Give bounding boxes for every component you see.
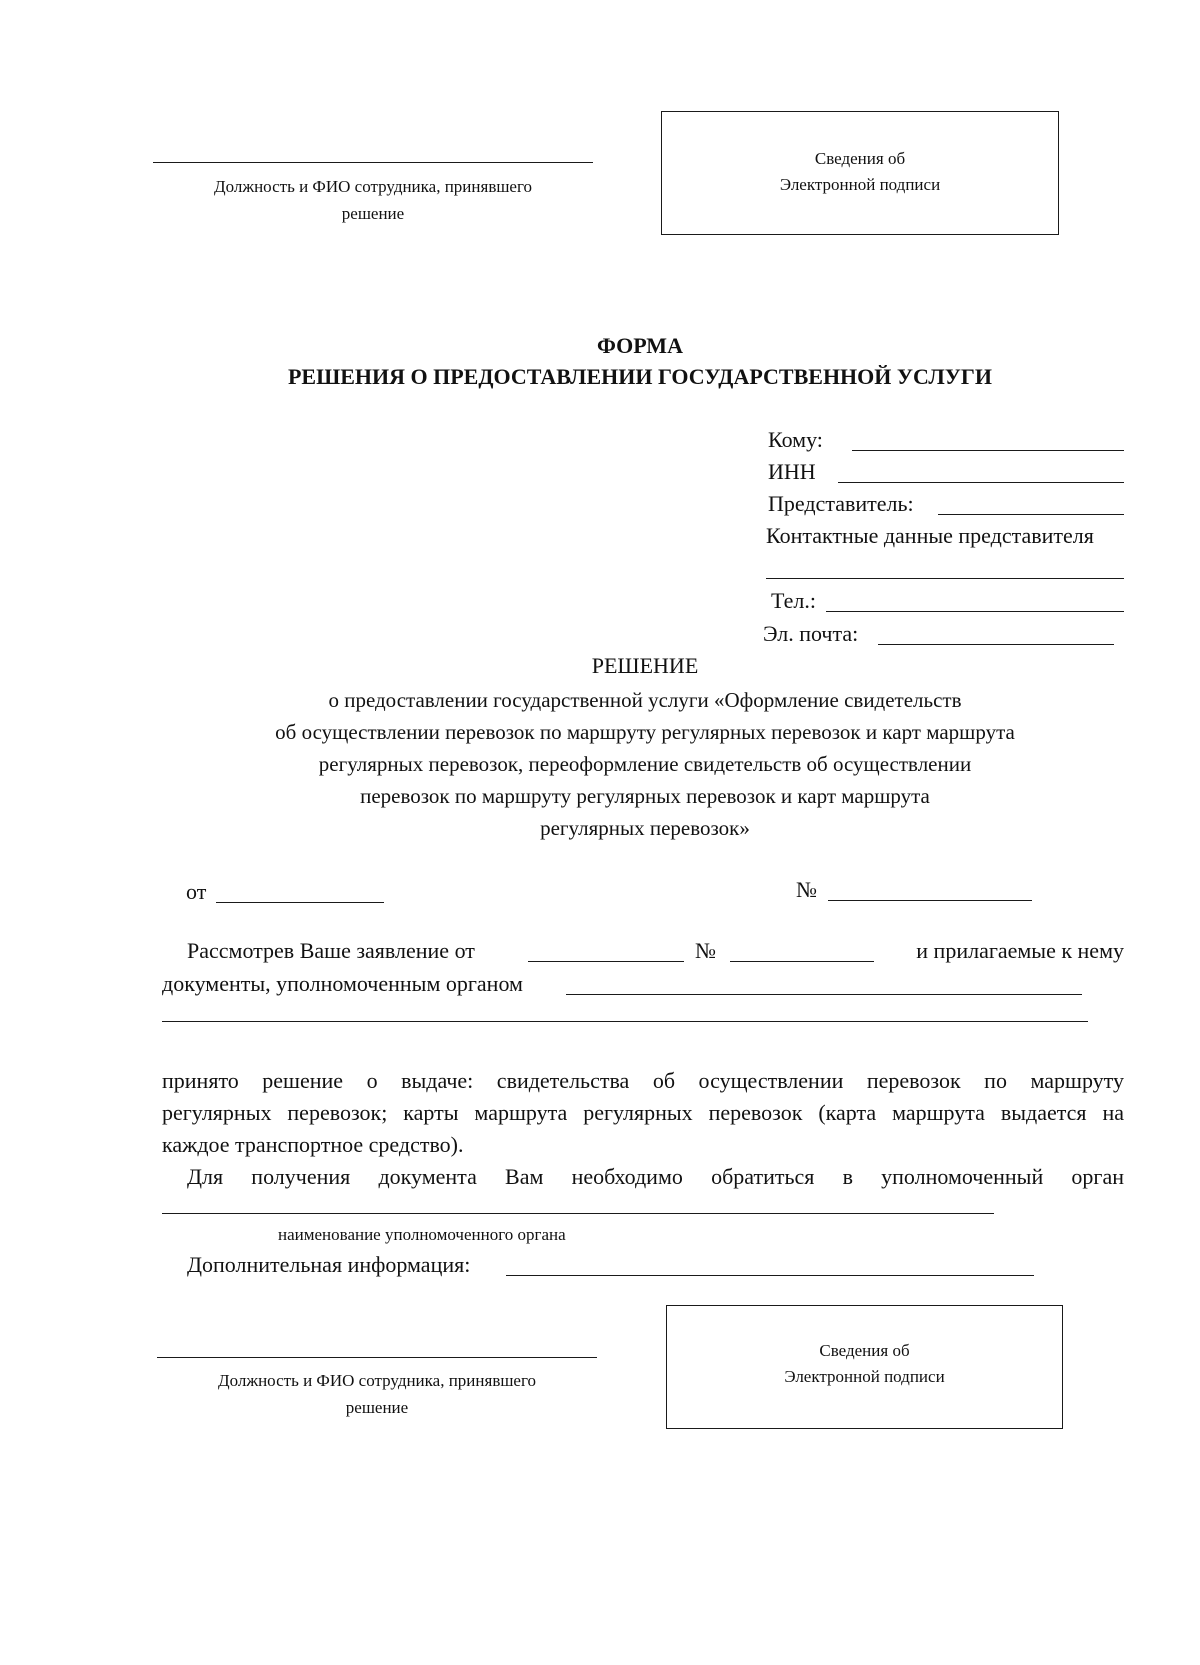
- authorized-body-field[interactable]: [566, 994, 1082, 995]
- esignature-box-bottom: [666, 1305, 1063, 1429]
- decision-subject-line: перевозок по маршруту регулярных перевозок и карт маршрута: [360, 784, 930, 808]
- email-label: Эл. почта:: [763, 621, 859, 646]
- email-field[interactable]: [878, 644, 1114, 645]
- decision-subject-line: об осуществлении перевозок по маршруту регулярных перевозок и карт маршрута: [275, 720, 1015, 744]
- representative-label: Представитель:: [768, 491, 914, 516]
- authority-name-field[interactable]: [162, 1213, 994, 1214]
- decision-subject: [180, 684, 1110, 844]
- decision-text-line: регулярных перевозок; карты маршрута регулярных перевозок (карта маршрута выдается на: [162, 1100, 1124, 1125]
- decision-heading: РЕШЕНИЕ: [591, 653, 699, 678]
- inn-field[interactable]: [838, 482, 1124, 483]
- esignature-line2: Электронной подписи: [784, 1367, 945, 1386]
- authority-name-caption: наименование уполномоченного органа: [278, 1225, 566, 1244]
- to-field[interactable]: [852, 450, 1124, 451]
- decision-text-line: каждое транспортное средство).: [162, 1132, 464, 1157]
- signature-line-bottom: [157, 1357, 597, 1358]
- representative-contacts-label: Контактные данные представителя: [766, 523, 1094, 548]
- esignature-text-bottom: [667, 1338, 1062, 1390]
- additional-info-field[interactable]: [506, 1275, 1034, 1276]
- position-caption-line1: Должность и ФИО сотрудника, принявшего: [213, 177, 533, 196]
- additional-info-label: Дополнительная информация:: [187, 1252, 471, 1277]
- form-title-line1: ФОРМА: [597, 333, 683, 358]
- representative-contacts-field[interactable]: [766, 578, 1124, 579]
- date-field[interactable]: [216, 902, 384, 903]
- decision-text-line: принято решение о выдаче: свидетельства об осуществлении перевозок по маршруту: [162, 1068, 1124, 1093]
- representative-field[interactable]: [938, 514, 1124, 515]
- position-caption-bottom: [157, 1367, 597, 1421]
- decision-subject-line: регулярных перевозок, переоформление свидетельств об осуществлении: [318, 752, 972, 776]
- esignature-text-top: [662, 146, 1058, 198]
- esignature-line1: Сведения об: [819, 1341, 910, 1360]
- attached-docs-text: и прилагаемые к нему: [916, 938, 1124, 963]
- application-number-label: №: [695, 938, 716, 963]
- to-label: Кому:: [768, 427, 823, 452]
- number-label: №: [796, 877, 817, 902]
- application-number-field[interactable]: [730, 961, 874, 962]
- form-title-line2: РЕШЕНИЯ О ПРЕДОСТАВЛЕНИИ ГОСУДАРСТВЕННОЙ УСЛУГИ: [287, 364, 993, 389]
- authorized-body-label: документы, уполномоченным органом: [162, 971, 523, 996]
- position-caption-line1: Должность и ФИО сотрудника, принявшего: [217, 1371, 537, 1390]
- date-label: от: [186, 879, 207, 904]
- application-review-text: Рассмотрев Ваше заявление от: [187, 938, 475, 963]
- esignature-line2: Электронной подписи: [779, 175, 941, 194]
- number-field[interactable]: [828, 900, 1032, 901]
- signature-line-top: [153, 162, 593, 163]
- obtain-document-text: Для получения документа Вам необходимо обратиться в уполномоченный орган: [187, 1164, 1124, 1189]
- authorized-body-field-continued[interactable]: [162, 1021, 1088, 1022]
- decision-subject-line: регулярных перевозок»: [540, 816, 750, 840]
- application-date-field[interactable]: [528, 961, 684, 962]
- esignature-line1: Сведения об: [814, 149, 906, 168]
- inn-label: ИНН: [768, 459, 816, 484]
- phone-label: Тел.:: [771, 588, 816, 613]
- phone-field[interactable]: [826, 611, 1124, 612]
- position-caption-top: [153, 173, 593, 227]
- esignature-box-top: [661, 111, 1059, 235]
- decision-subject-line: о предоставлении государственной услуги «Оформление свидетельств: [328, 688, 962, 712]
- form-title: [200, 330, 1080, 392]
- position-caption-line2: решение: [341, 204, 405, 223]
- position-caption-line2: решение: [345, 1398, 409, 1417]
